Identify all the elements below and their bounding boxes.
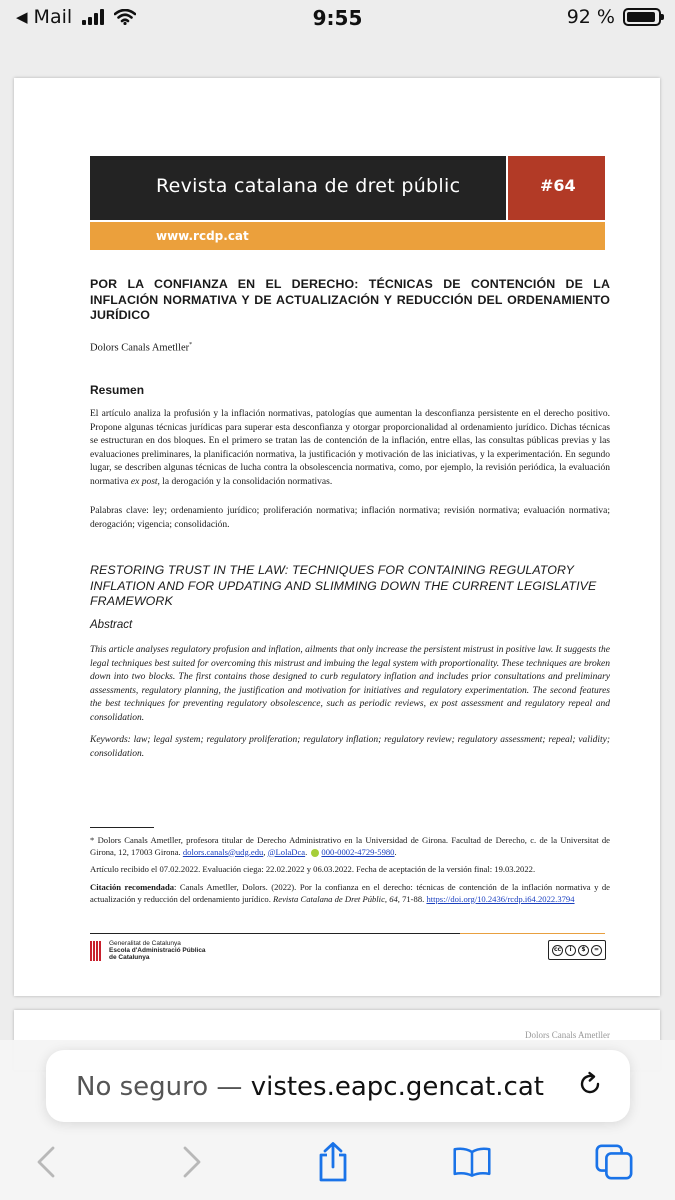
- tabs-button[interactable]: [594, 1142, 634, 1182]
- abstract-heading: Abstract: [90, 619, 133, 631]
- journal-banner: [90, 156, 605, 220]
- citation-text: : Canals Ametller, Dolors. (2022). Por la confianza en el derecho: técnicas de contención de la inflación normativa y de actualización y reducción del ordenamiento jurídico.: [90, 882, 610, 904]
- tabs-icon: [594, 1142, 634, 1182]
- email-link[interactable]: dolors.canals@udg.edu: [182, 846, 264, 857]
- citation-vol: 64: [389, 893, 398, 904]
- footnote-star: *: [90, 835, 95, 845]
- doi-link[interactable]: https://doi.org/10.2436/rcdp.i64.2022.3794: [426, 893, 575, 904]
- battery-percent: 92 %: [566, 6, 615, 28]
- orcid-icon: [311, 849, 319, 857]
- gencat-line1: Generalitat de Catalunya: [109, 940, 181, 947]
- footnote-sep: ,: [263, 846, 268, 857]
- received-dates: Artículo recibido el 07.02.2022. Evaluación ciega: 22.02.2022 y 06.03.2022. Fecha de aceptación de la versión final: 19.03.2022.: [90, 864, 536, 874]
- back-arrow-icon[interactable]: ◀: [16, 8, 28, 26]
- twitter-link[interactable]: @LolaDca: [267, 846, 306, 857]
- journal-url[interactable]: www.rcdp.cat: [90, 222, 605, 250]
- safari-toolbar: [0, 1134, 675, 1194]
- footnote-sep2: .: [305, 846, 310, 857]
- status-right: [567, 6, 661, 28]
- forward-button[interactable]: [172, 1142, 212, 1182]
- running-head: Dolors Canals Ametller: [525, 1030, 610, 1040]
- footnote-rule: [90, 827, 154, 828]
- book-icon: [452, 1144, 492, 1180]
- gencat-line2: Escola d'Administració Pública: [109, 947, 206, 954]
- keywords: Keywords: law; legal system; regulatory proliferation; regulatory inflation; regulatory review; regulatory assessment; repeal; validity; consolidation.: [90, 735, 610, 759]
- abstract-text: This article analyses regulatory profusion and inflation, ailments that only increase the persistent mistrust in positive law. It suggests the legal techniques best suited for overcoming this mistrust and imbuing the legal system with proportionality. These techniques are broken down into two blocks. The first contains those designed to curb regulatory inflation and includes prior consultations and preliminary assessments, regulatory planning, the justification and motivation for initiatives and regulatory experimentation. The second features the best techniques for preventing regulatory obsolescence, such as periodic reviews, ex post assessment and regulatory repeal and consolidation.: [90, 645, 610, 723]
- senyera-icon: [90, 941, 104, 961]
- resumen-text-b: , la derogación y la consolidación normativas.: [157, 476, 333, 487]
- share-icon: [315, 1141, 351, 1183]
- citation-label: Citación recomendada: [90, 882, 175, 892]
- chevron-right-icon: [181, 1145, 203, 1179]
- resumen-ex-post: ex post: [130, 476, 158, 487]
- footer-rule: [90, 933, 605, 934]
- english-title: RESTORING TRUST IN THE LAW: TECHNIQUES FOR CONTAINING REGULATORY INFLATION AND FOR UPDATING AND SLIMMING DOWN THE CURRENT LEGISLATIVE FRAMEWORK: [90, 563, 597, 608]
- back-button[interactable]: [26, 1142, 66, 1182]
- footnote-text: Dolors Canals Ametller, profesora titular de Derecho Administrativo en la Universidad de Girona. Facultad de Derecho, c. de la Universitat de Girona, 12, 17003 Girona.: [90, 835, 610, 857]
- citation-sep: ,: [384, 893, 390, 904]
- resumen-heading: Resumen: [90, 383, 145, 397]
- address-bar[interactable]: [46, 1050, 630, 1122]
- gencat-logo: [90, 940, 206, 961]
- share-button[interactable]: [313, 1142, 353, 1182]
- issue-number: #64: [508, 156, 605, 220]
- resumen-text-a: El artículo analiza la profusión y la inflación normativas, patologías que aumentan la desconfianza persistente en el derecho positivo. Propone algunas técnicas jurídicas para superar esta desconfianza y otorgar proporcionalidad al ordenamiento jurídico. Dichas técnicas se estructuran en dos bloques. En el primero se tratan las de contención de la inflación, entre ellas, las consultas públicas previas y las evaluaciones preliminares, la planificación normativa, la justificación y motivación de las iniciativas, y la experimentación. En segundo lugar, se describen algunas técnicas de lucha contra la obsolescencia normativa, como, por ejemplo, la revisión periódica, la evaluación normativa: [90, 409, 610, 487]
- footnote-mark: *: [189, 342, 193, 348]
- palabras-clave: Palabras clave: ley; ordenamiento jurídico; proliferación normativa; inflación normativa; revisión normativa; evaluación normativa; derogación; vigencia; consolidación.: [90, 506, 610, 530]
- gencat-line3: de Catalunya: [109, 954, 150, 961]
- pdf-page: [14, 78, 660, 996]
- battery-fill: [627, 12, 655, 22]
- author-name: [90, 342, 192, 354]
- citation-journal: Revista Catalana de Dret Públic: [273, 893, 385, 904]
- citation-pages: , 71-88.: [397, 893, 427, 904]
- journal-name: Revista catalana de dret públic: [90, 156, 506, 220]
- footnote-end: .: [394, 846, 397, 857]
- battery-icon: [623, 8, 661, 26]
- address-host: vistes.eapc.gencat.cat: [250, 1072, 544, 1102]
- orcid-link[interactable]: 000-0002-4729-5980: [321, 846, 395, 857]
- author-text: Dolors Canals Ametller: [90, 342, 190, 354]
- back-app-label[interactable]: Mail: [33, 6, 73, 28]
- insecure-label: No seguro —: [76, 1072, 251, 1102]
- gencat-text: [109, 940, 206, 961]
- bookmarks-button[interactable]: [452, 1142, 492, 1182]
- status-bar: [0, 0, 675, 36]
- author-footnote: [90, 835, 610, 858]
- clock: 9:55: [312, 6, 363, 30]
- chevron-left-icon: [35, 1145, 57, 1179]
- citation: [90, 882, 610, 905]
- article-title: POR LA CONFIANZA EN EL DERECHO: TÉCNICAS DE CONTENCIÓN DE LA INFLACIÓN NORMATIVA Y DE ACTUALIZACIÓN Y REDUCCIÓN DEL ORDENAMIENTO JURÍDICO: [90, 277, 610, 322]
- creative-commons-icon: cc i $ =: [548, 940, 606, 960]
- reload-icon[interactable]: [576, 1070, 604, 1098]
- resumen-text: [90, 408, 610, 490]
